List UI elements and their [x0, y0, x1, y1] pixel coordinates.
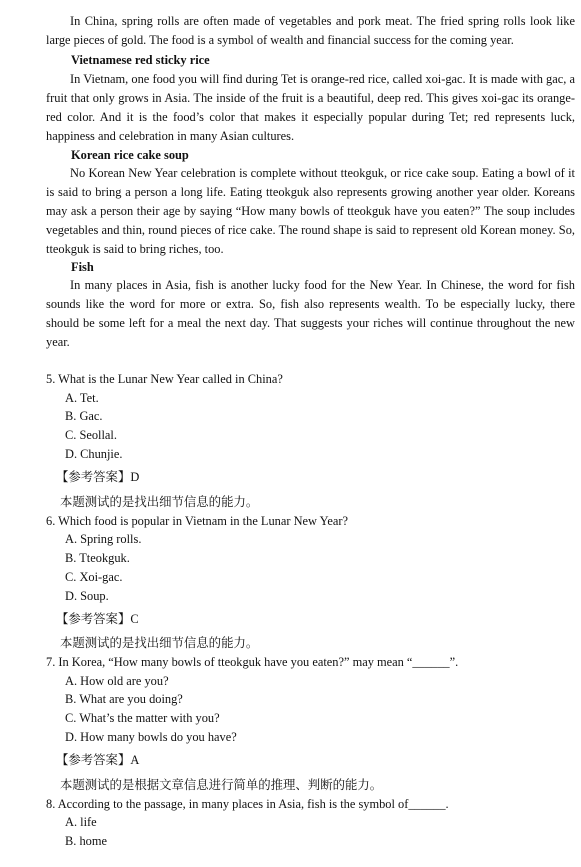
question-8: 8. According to the passage, in many places in Asia, fish is the symbol of______.: [46, 797, 449, 811]
paragraph-vietnam: In Vietnam, one food you will find during Tet is orange-red rice, called xoi-gac. It is made with gac, a fruit that only grows in Asia. The inside of the fruit is a beautiful, deep red. This gives xoi-gac its orange-red color. And it is the food’s color that makes it especially popular during Tet; red represents luck, happiness and celebration in many Asian cultures.: [46, 72, 575, 143]
q6-option-a: A. Spring rolls.: [65, 532, 142, 546]
q7-option-a: A. How old are you?: [65, 674, 169, 688]
paragraph-fish: In many places in Asia, fish is another lucky food for the New Year. In Chinese, the word for fish sounds like the word for more or extra. So, fish also represents wealth. To be especially lucky, there should be some left for a meal the next day. That suggests your riches will continue throughout the new year.: [46, 278, 575, 349]
q6-option-c: C. Xoi-gac.: [65, 570, 123, 584]
question-7: 7. In Korea, “How many bowls of tteokguk have you eaten?” may mean “______”.: [46, 655, 459, 669]
q7-option-c: C. What’s the matter with you?: [65, 711, 220, 725]
paragraph-china: In China, spring rolls are often made of vegetables and pork meat. The fried spring rolls look like large pieces of gold. The food is a symbol of wealth and financial success for the coming year.: [46, 14, 575, 47]
heading-vietnamese-red-sticky-rice: Vietnamese red sticky rice: [71, 53, 210, 67]
q7-answer: 【参考答案】A: [56, 753, 140, 767]
question-6: 6. Which food is popular in Vietnam in the Lunar New Year?: [46, 514, 348, 528]
q5-answer: 【参考答案】D: [56, 470, 140, 484]
q6-answer: 【参考答案】C: [56, 612, 139, 626]
q5-option-d: D. Chunjie.: [65, 447, 123, 461]
q7-option-d: D. How many bowls do you have?: [65, 730, 237, 744]
q7-note: 本题测试的是根据文章信息进行简单的推理、判断的能力。: [60, 778, 383, 792]
q5-note: 本题测试的是找出细节信息的能力。: [60, 495, 259, 509]
q6-option-d: D. Soup.: [65, 589, 109, 603]
q6-note: 本题测试的是找出细节信息的能力。: [60, 636, 259, 650]
q8-option-a: A. life: [65, 815, 97, 829]
heading-korean-rice-cake-soup: Korean rice cake soup: [71, 148, 189, 162]
q5-option-a: A. Tet.: [65, 391, 99, 405]
paragraph-korea: No Korean New Year celebration is complete without tteokguk, or rice cake soup. Eating a bowl of it is said to bring a person a long life. Eating tteokguk also represents growing another year older. Koreans may ask a person their age by saying “How many bowls of tteokguk have you eaten?” The soup includes vegetables and thin, round pieces of rice cake. The round shape is said to represent old Korean money. So, tteokguk is said to bring riches, too.: [46, 166, 575, 256]
q7-option-b: B. What are you doing?: [65, 692, 183, 706]
q5-option-b: B. Gac.: [65, 409, 103, 423]
heading-fish: Fish: [71, 260, 94, 274]
question-5: 5. What is the Lunar New Year called in China?: [46, 372, 283, 386]
q8-option-b: B. home: [65, 834, 107, 848]
q6-option-b: B. Tteokguk.: [65, 551, 130, 565]
q5-option-c: C. Seollal.: [65, 428, 117, 442]
